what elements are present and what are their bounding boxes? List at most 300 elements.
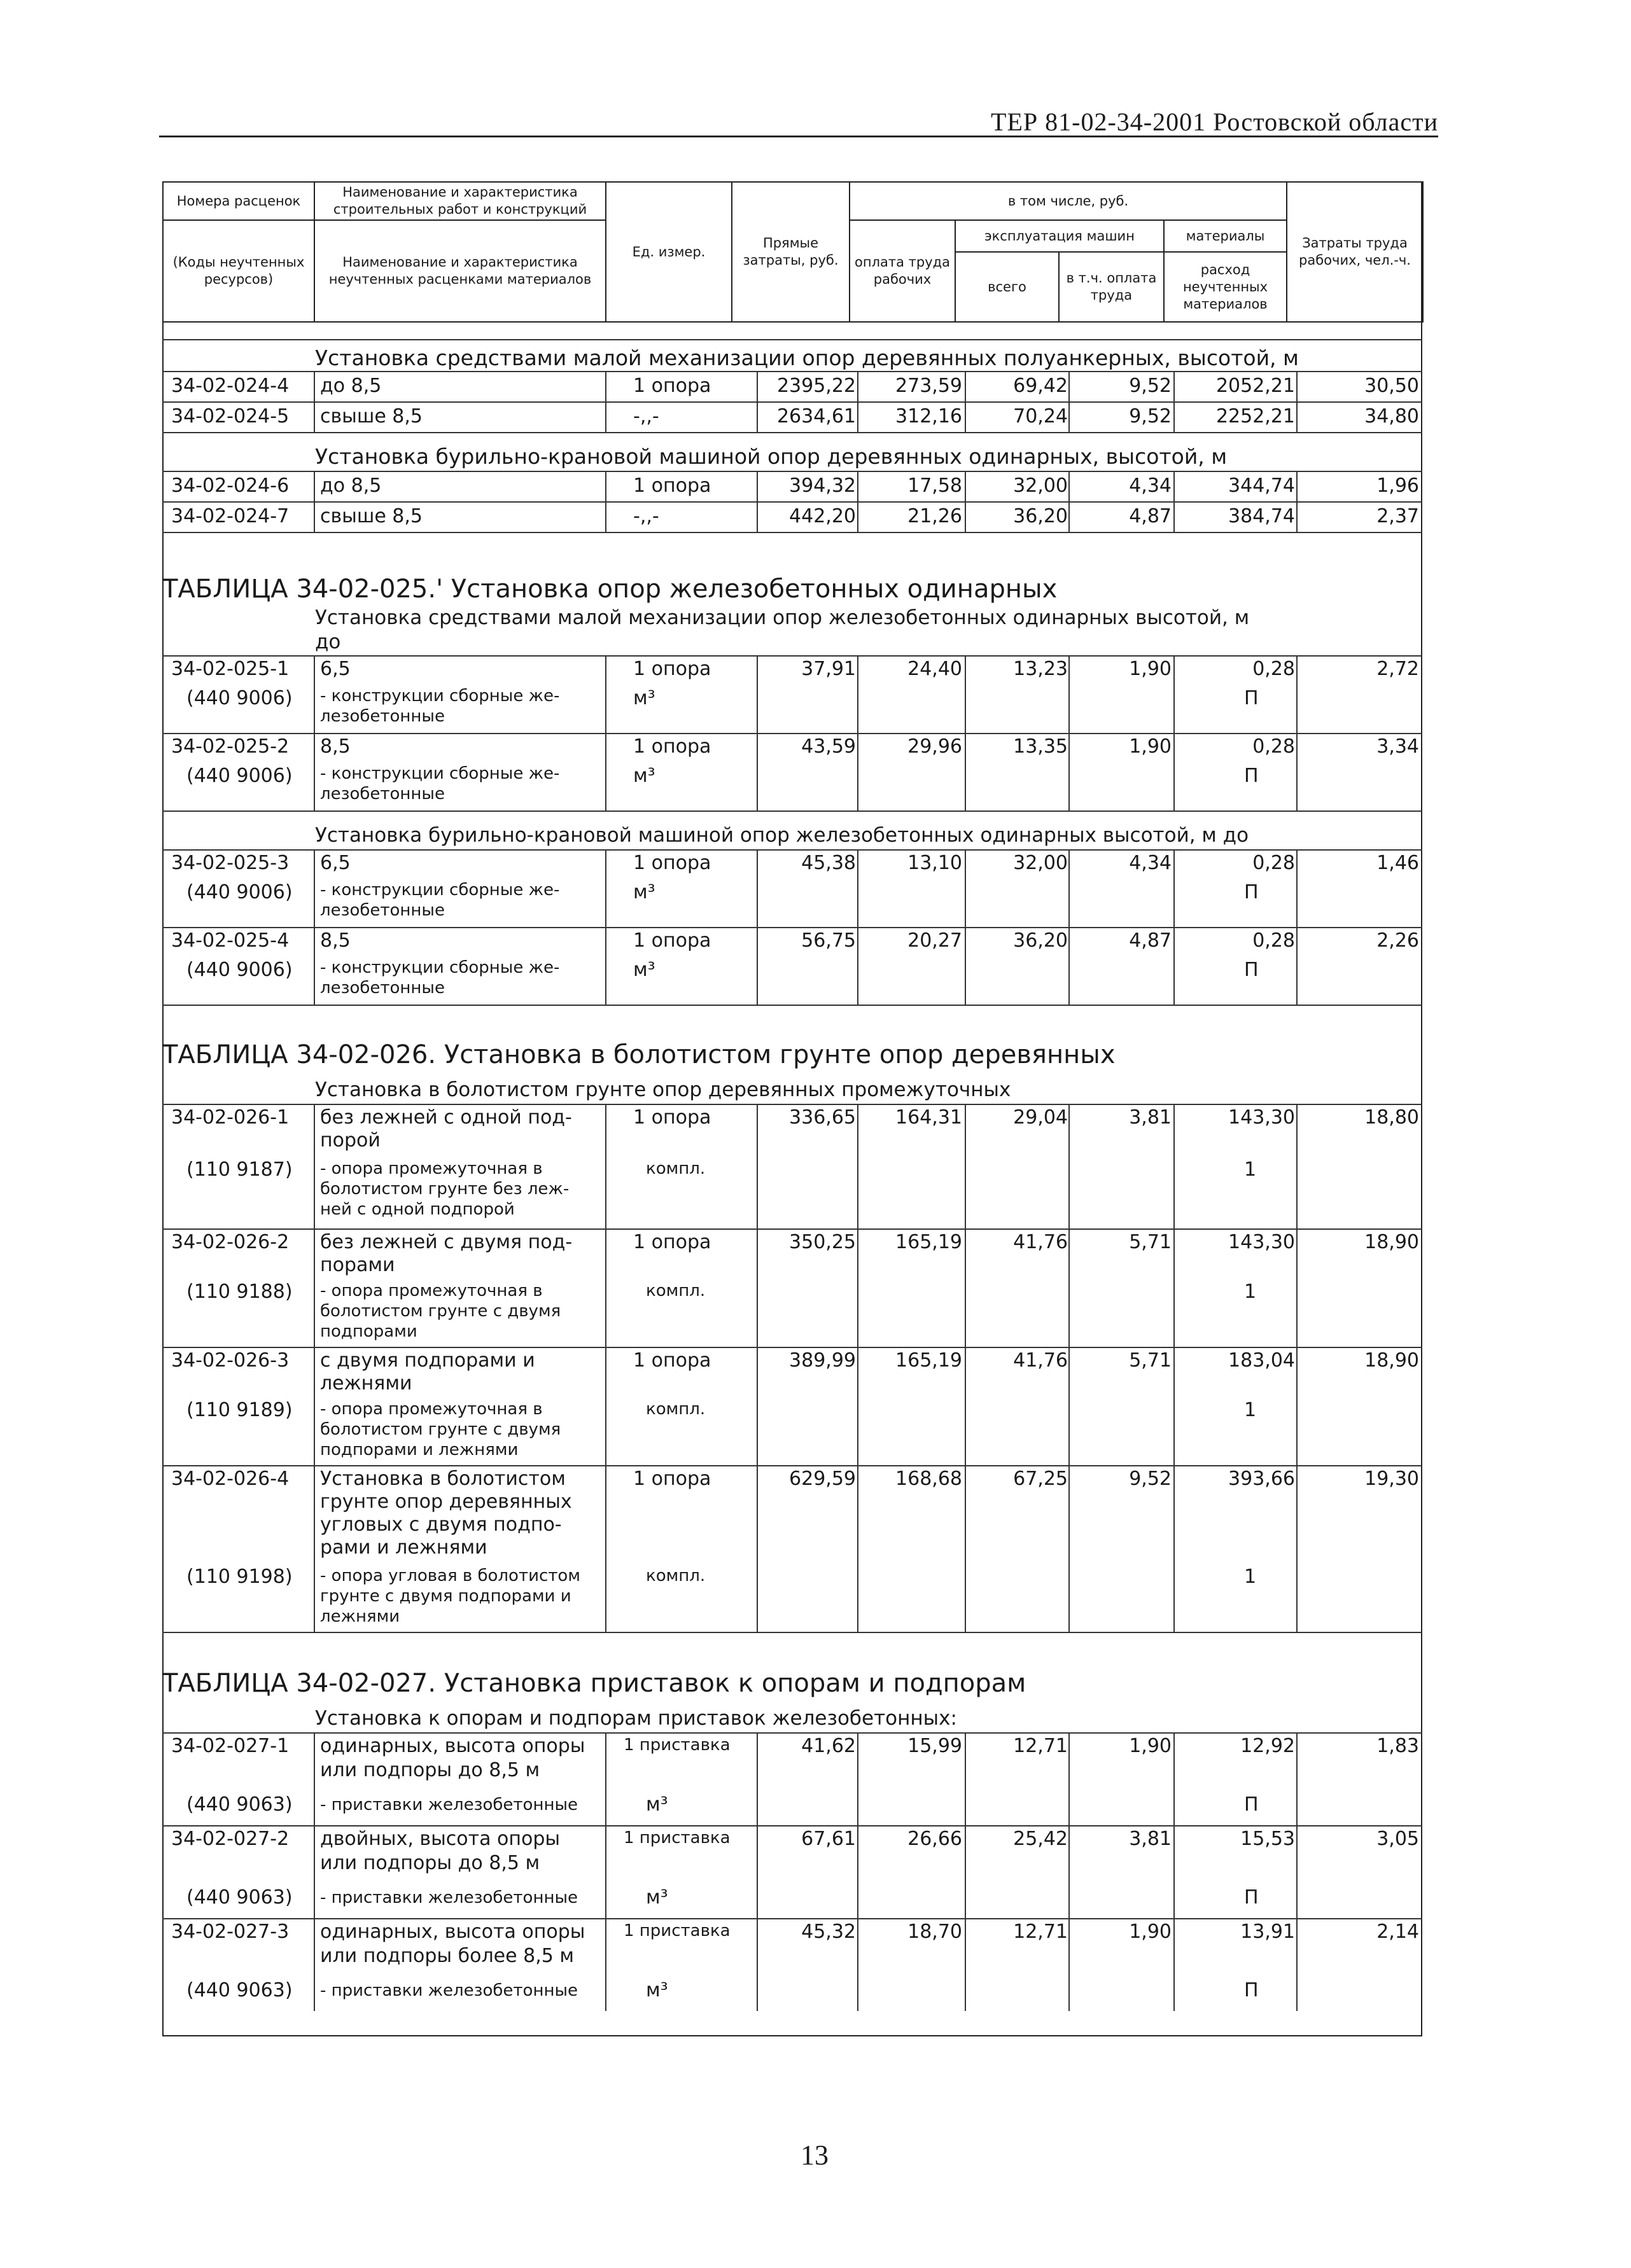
row-machines-wages: 1,90 (1129, 658, 1172, 680)
column-separator (965, 1732, 966, 1825)
row-machines-wages: 1,90 (1129, 1921, 1172, 1943)
section-title: Установка средствами малой механизации опор деревянных полуанкерных, высотой, м (315, 345, 1299, 370)
row-materials: 0,28 (1252, 852, 1295, 874)
row-material-name: подпорами и лежнями (320, 1440, 519, 1459)
row-material-name: - конструкции сборные же- (320, 686, 560, 706)
row-code: 34-02-025-4 (171, 929, 290, 952)
column-separator (1173, 401, 1175, 432)
row-code: 34-02-027-3 (171, 1921, 290, 1943)
column-separator (857, 1825, 858, 1918)
table-row (162, 1104, 1422, 1228)
row-direct: 41,62 (801, 1735, 856, 1757)
column-separator (757, 501, 758, 532)
row-unit: 1 опора (633, 1106, 711, 1129)
row-machines: 32,00 (1013, 852, 1068, 874)
column-separator (1068, 1825, 1070, 1918)
table-row (162, 501, 1422, 532)
column-separator (857, 1228, 858, 1347)
row-labor: 3,34 (1376, 735, 1419, 758)
row-material-qty: П (1244, 765, 1259, 787)
column-separator (1068, 1347, 1070, 1465)
column-separator (757, 471, 758, 501)
row-unit: 1 опора (633, 475, 711, 497)
column-separator (1173, 1825, 1175, 1918)
column-separator (605, 1347, 606, 1465)
column-separator (1068, 1732, 1070, 1825)
row-labor: 2,72 (1376, 658, 1419, 680)
column-separator (314, 501, 315, 532)
column-separator (1068, 849, 1070, 927)
row-name: одинарных, высота опоры (320, 1921, 585, 1943)
row-direct: 67,61 (801, 1828, 856, 1850)
row-direct: 442,20 (789, 505, 856, 527)
row-machines: 29,04 (1013, 1106, 1068, 1129)
column-separator (1173, 501, 1175, 532)
column-separator (1296, 849, 1298, 927)
row-material-name: лезобетонные (320, 784, 445, 804)
row-code: 34-02-025-3 (171, 852, 290, 874)
row-direct: 629,59 (789, 1468, 856, 1490)
row-materials: 2252,21 (1215, 405, 1295, 428)
table-header (162, 181, 1424, 323)
row-code: 34-02-026-4 (171, 1468, 290, 1490)
column-separator (1173, 1104, 1175, 1228)
column-separator (757, 849, 758, 927)
column-separator (1173, 1228, 1175, 1347)
row-material-unit: м³ (646, 1979, 668, 2001)
row-resource-code: (440 9063) (186, 1793, 293, 1816)
header-labor: Затраты труда рабочих, чел.-ч. (1287, 182, 1423, 322)
header-incl: в том числе, руб. (850, 182, 1287, 220)
table-row (162, 849, 1422, 927)
column-separator (757, 1104, 758, 1228)
row-material-name: - конструкции сборные же- (320, 880, 560, 900)
row-material-unit: компл. (646, 1281, 706, 1300)
row-material-unit: м³ (646, 1793, 668, 1816)
row-name: лежнями (320, 1372, 412, 1395)
column-separator (605, 849, 606, 927)
column-separator (965, 1825, 966, 1918)
column-separator (314, 401, 315, 432)
column-separator (1068, 401, 1070, 432)
row-code: 34-02-024-4 (171, 375, 290, 397)
header-name-sub: Наименование и характеристика неучтенных расценками материалов (314, 220, 606, 322)
row-code: 34-02-026-1 (171, 1106, 290, 1129)
row-code: 34-02-026-2 (171, 1231, 290, 1253)
column-separator (857, 401, 858, 432)
row-machines-wages: 9,52 (1129, 1468, 1172, 1490)
column-separator (314, 1465, 315, 1632)
row-unit: -,,- (633, 405, 659, 428)
column-separator (314, 471, 315, 501)
row-machines: 32,00 (1013, 475, 1068, 497)
row-name: двойных, высота опоры (320, 1828, 561, 1850)
column-separator (314, 1104, 315, 1228)
column-separator (857, 471, 858, 501)
column-separator (757, 401, 758, 432)
header-codes: Номера расценок (163, 182, 314, 220)
row-material-name: - приставки железобетонные (320, 1981, 578, 2000)
header-machines-total: всего (955, 252, 1059, 322)
row-materials: 0,28 (1252, 735, 1295, 758)
row-machines-wages: 5,71 (1129, 1231, 1172, 1253)
row-name: порами (320, 1254, 395, 1276)
column-separator (605, 1732, 606, 1825)
table-row (162, 471, 1422, 501)
column-separator (965, 1228, 966, 1347)
column-separator (857, 501, 858, 532)
row-direct: 389,99 (789, 1349, 856, 1372)
column-separator (757, 655, 758, 733)
column-separator (1296, 371, 1298, 401)
row-materials: 0,28 (1252, 658, 1295, 680)
column-separator (757, 927, 758, 1005)
page-number: 13 (801, 2139, 829, 2171)
column-separator (1068, 927, 1070, 1005)
column-separator (1296, 1465, 1298, 1632)
row-material-name: лезобетонные (320, 978, 445, 998)
column-separator (1068, 1104, 1070, 1228)
row-material-name: лезобетонные (320, 901, 445, 920)
column-separator (1296, 401, 1298, 432)
section-title: Установка к опорам и подпорам приставок железобетонных: (315, 1707, 957, 1730)
header-materials-sub: расход неучтенных материалов (1164, 252, 1287, 322)
row-name: до 8,5 (320, 375, 382, 397)
column-separator (314, 1228, 315, 1347)
row-direct: 43,59 (801, 735, 856, 758)
column-separator (857, 371, 858, 401)
row-name: рами и лежнями (320, 1536, 487, 1559)
column-separator (857, 1465, 858, 1632)
row-labor: 2,14 (1376, 1921, 1419, 1943)
row-code: 34-02-024-7 (171, 505, 290, 527)
row-materials: 183,04 (1228, 1349, 1295, 1372)
table-bottom-rule (162, 2035, 1422, 2036)
section-title: Установка средствами малой механизации опор железобетонных одинарных высотой, м (315, 606, 1250, 629)
row-direct: 394,32 (789, 475, 856, 497)
row-material-unit: компл. (646, 1566, 706, 1585)
row-machines-wages: 9,52 (1129, 375, 1172, 397)
row-wages: 164,31 (895, 1106, 962, 1129)
column-separator (605, 733, 606, 810)
row-material-unit: м³ (633, 687, 655, 709)
header-direct: Прямые затраты, руб. (732, 182, 850, 322)
row-code: 34-02-026-3 (171, 1349, 290, 1372)
column-separator (605, 401, 606, 432)
header-unit: Ед. измер. (606, 182, 732, 322)
row-wages: 20,27 (907, 929, 962, 952)
row-wages: 168,68 (895, 1468, 962, 1490)
row-material-qty: 1 (1244, 1158, 1257, 1181)
column-separator (965, 501, 966, 532)
column-separator (1296, 733, 1298, 810)
row-material-name: грунте с двумя подпорами и (320, 1587, 571, 1606)
row-name: или подпоры до 8,5 м (320, 1759, 540, 1781)
row-material-name: - опора промежуточная в (320, 1281, 543, 1300)
row-wages: 24,40 (907, 658, 962, 680)
column-separator (857, 1918, 858, 2011)
row-labor: 1,83 (1376, 1735, 1419, 1757)
column-separator (1296, 1104, 1298, 1228)
row-resource-code: (440 9006) (186, 765, 293, 787)
row-labor: 18,90 (1364, 1231, 1419, 1253)
row-material-qty: 1 (1244, 1566, 1257, 1588)
column-separator (1296, 1347, 1298, 1465)
row-wages: 17,58 (907, 475, 962, 497)
row-labor: 30,50 (1364, 375, 1419, 397)
table-row (162, 1732, 1422, 1825)
row-material-qty: П (1244, 1886, 1259, 1909)
row-name: или подпоры более 8,5 м (320, 1945, 575, 1967)
row-material-unit: компл. (646, 1400, 706, 1419)
column-separator (1173, 927, 1175, 1005)
column-separator (1296, 1228, 1298, 1347)
column-separator (605, 501, 606, 532)
column-separator (1173, 1347, 1175, 1465)
column-separator (1068, 371, 1070, 401)
row-material-name: болотистом грунте с двумя (320, 1420, 561, 1439)
row-material-name: лежнями (320, 1607, 400, 1626)
column-separator (857, 655, 858, 733)
row-unit: 1 опора (633, 1231, 711, 1253)
row-material-name: лезобетонные (320, 707, 445, 726)
row-name: одинарных, высота опоры (320, 1735, 585, 1757)
column-separator (1296, 1825, 1298, 1918)
row-material-name: - опора промежуточная в (320, 1159, 543, 1178)
column-separator (1068, 733, 1070, 810)
row-machines-wages: 4,34 (1129, 852, 1172, 874)
row-machines: 12,71 (1013, 1921, 1068, 1943)
row-wages: 26,66 (907, 1828, 962, 1850)
row-name: с двумя подпорами и (320, 1349, 535, 1372)
row-material-qty: 1 (1244, 1281, 1257, 1303)
row-material-name: ней с одной подпорой (320, 1200, 515, 1219)
row-unit: 1 опора (633, 852, 711, 874)
column-separator (1068, 1918, 1070, 2011)
column-separator (965, 927, 966, 1005)
row-machines: 13,35 (1013, 735, 1068, 758)
row-material-unit: м³ (633, 765, 655, 787)
row-resource-code: (440 9006) (186, 881, 293, 903)
column-separator (1296, 471, 1298, 501)
row-unit: 1 опора (633, 1468, 711, 1490)
row-machines-wages: 4,34 (1129, 475, 1172, 497)
column-separator (605, 927, 606, 1005)
row-code: 34-02-024-5 (171, 405, 290, 428)
row-labor: 19,30 (1364, 1468, 1419, 1490)
row-resource-code: (110 9188) (186, 1281, 293, 1303)
column-separator (1173, 1465, 1175, 1632)
column-separator (1068, 1228, 1070, 1347)
row-unit: 1 опора (633, 1349, 711, 1372)
row-name: свыше 8,5 (320, 405, 423, 428)
row-machines-wages: 4,87 (1129, 505, 1172, 527)
column-separator (1296, 655, 1298, 733)
row-machines: 13,23 (1013, 658, 1068, 680)
row-labor: 34,80 (1364, 405, 1419, 428)
row-resource-code: (440 9063) (186, 1979, 293, 2001)
row-material-name: - конструкции сборные же- (320, 958, 560, 977)
header-materials: материалы (1164, 220, 1287, 252)
row-machines: 67,25 (1013, 1468, 1068, 1490)
column-separator (605, 1228, 606, 1347)
row-machines-wages: 3,81 (1129, 1828, 1172, 1850)
row-unit: 1 опора (633, 375, 711, 397)
row-name: грунте опор деревянных (320, 1491, 572, 1513)
row-machines-wages: 9,52 (1129, 405, 1172, 428)
row-materials: 384,74 (1228, 505, 1295, 527)
row-material-name: болотистом грунте с двумя (320, 1302, 561, 1321)
column-separator (1173, 471, 1175, 501)
table-row (162, 655, 1422, 733)
column-separator (605, 1825, 606, 1918)
column-separator (965, 471, 966, 501)
row-labor: 2,26 (1376, 929, 1419, 952)
column-separator (1296, 501, 1298, 532)
row-code: 34-02-025-2 (171, 735, 290, 758)
table-row (162, 371, 1422, 401)
column-separator (1173, 371, 1175, 401)
header-rule (159, 136, 1438, 137)
row-machines-wages: 4,87 (1129, 929, 1172, 952)
column-separator (965, 849, 966, 927)
row-name: свыше 8,5 (320, 505, 423, 527)
row-material-qty: П (1244, 1793, 1259, 1816)
row-name: 8,5 (320, 735, 351, 758)
row-direct: 37,91 (801, 658, 856, 680)
row-unit: 1 приставка (624, 1828, 731, 1847)
column-separator (965, 1347, 966, 1465)
column-separator (1068, 1465, 1070, 1632)
column-separator (1173, 655, 1175, 733)
table-row (162, 1347, 1422, 1465)
row-labor: 2,37 (1376, 505, 1419, 527)
header-machines: эксплуатация машин (955, 220, 1164, 252)
row-direct: 336,65 (789, 1106, 856, 1129)
row-machines: 70,24 (1013, 405, 1068, 428)
column-separator (1173, 849, 1175, 927)
row-unit: 1 опора (633, 929, 711, 952)
column-separator (314, 927, 315, 1005)
row-material-name: - опора промежуточная в (320, 1400, 543, 1419)
row-labor: 18,90 (1364, 1349, 1419, 1372)
column-separator (757, 733, 758, 810)
column-separator (757, 1732, 758, 1825)
row-machines: 12,71 (1013, 1735, 1068, 1757)
row-code: 34-02-024-6 (171, 475, 290, 497)
row-unit: 1 приставка (624, 1921, 731, 1940)
column-separator (857, 927, 858, 1005)
column-separator (757, 1465, 758, 1632)
column-separator (1296, 1918, 1298, 2011)
column-separator (757, 371, 758, 401)
row-material-name: болотистом грунте без леж- (320, 1179, 570, 1199)
row-machines: 41,76 (1013, 1231, 1068, 1253)
document-header-title: ТЕР 81-02-34-2001 Ростовской области (991, 108, 1438, 136)
column-separator (965, 401, 966, 432)
column-separator (965, 733, 966, 810)
column-separator (314, 849, 315, 927)
row-material-name: - конструкции сборные же- (320, 764, 560, 783)
row-code: 34-02-025-1 (171, 658, 290, 680)
row-material-qty: П (1244, 881, 1259, 903)
table-title: ТАБЛИЦА 34-02-026. Установка в болотистом грунте опор деревянных (162, 1040, 1116, 1069)
column-separator (314, 733, 315, 810)
row-direct: 350,25 (789, 1231, 856, 1253)
row-labor: 1,46 (1376, 852, 1419, 874)
row-direct: 56,75 (801, 929, 856, 952)
column-separator (314, 1825, 315, 1918)
column-separator (965, 655, 966, 733)
row-machines: 36,20 (1013, 505, 1068, 527)
row-resource-code: (440 9006) (186, 959, 293, 981)
column-separator (1173, 1732, 1175, 1825)
row-name: или подпоры до 8,5 м (320, 1852, 540, 1874)
row-wages: 29,96 (907, 735, 962, 758)
column-separator (757, 1228, 758, 1347)
column-separator (965, 1465, 966, 1632)
column-separator (1296, 927, 1298, 1005)
row-unit: 1 приставка (624, 1736, 731, 1755)
column-separator (965, 1918, 966, 2011)
table-row (162, 733, 1422, 810)
column-separator (1173, 733, 1175, 810)
row-material-name: - приставки железобетонные (320, 1795, 578, 1814)
table-row (162, 1228, 1422, 1347)
row-wages: 13,10 (907, 852, 962, 874)
column-separator (757, 1825, 758, 1918)
row-labor: 18,80 (1364, 1106, 1419, 1129)
row-resource-code: (110 9187) (186, 1158, 293, 1181)
table-row (162, 1465, 1422, 1632)
column-separator (857, 1104, 858, 1228)
column-separator (857, 1732, 858, 1825)
row-materials: 0,28 (1252, 929, 1295, 952)
column-separator (314, 1732, 315, 1825)
row-wages: 15,99 (907, 1735, 962, 1757)
column-separator (857, 849, 858, 927)
row-material-qty: П (1244, 687, 1259, 709)
section-title: до (315, 630, 341, 653)
row-machines: 36,20 (1013, 929, 1068, 952)
section-title: Установка в болотистом грунте опор деревянных промежуточных (315, 1078, 1011, 1101)
row-direct: 45,38 (801, 852, 856, 874)
table-title: ТАБЛИЦА 34-02-025.' Установка опор железобетонных одинарных (162, 574, 1058, 604)
row-name: Установка в болотистом (320, 1468, 566, 1490)
row-unit: 1 опора (633, 735, 711, 758)
row-machines-wages: 1,90 (1129, 1735, 1172, 1757)
row-material-qty: П (1244, 1979, 1259, 2001)
row-materials: 143,30 (1228, 1106, 1295, 1129)
price-table (162, 181, 1422, 2036)
column-separator (605, 1465, 606, 1632)
row-materials: 2052,21 (1215, 375, 1295, 397)
row-materials: 13,91 (1240, 1921, 1295, 1943)
row-machines: 25,42 (1013, 1828, 1068, 1850)
row-materials: 344,74 (1228, 475, 1295, 497)
row-name: угловых с двумя подпо- (320, 1513, 562, 1536)
divider (162, 339, 1422, 340)
row-name: 6,5 (320, 658, 351, 680)
row-material-unit: м³ (633, 959, 655, 981)
header-machines-wages: в т.ч. оплата труда (1059, 252, 1164, 322)
row-name: 8,5 (320, 929, 351, 952)
row-labor: 3,05 (1376, 1828, 1419, 1850)
header-codes-sub: (Коды неучтенных ресурсов) (163, 220, 314, 322)
column-separator (965, 1104, 966, 1228)
row-wages: 21,26 (907, 505, 962, 527)
row-wages: 165,19 (895, 1231, 962, 1253)
